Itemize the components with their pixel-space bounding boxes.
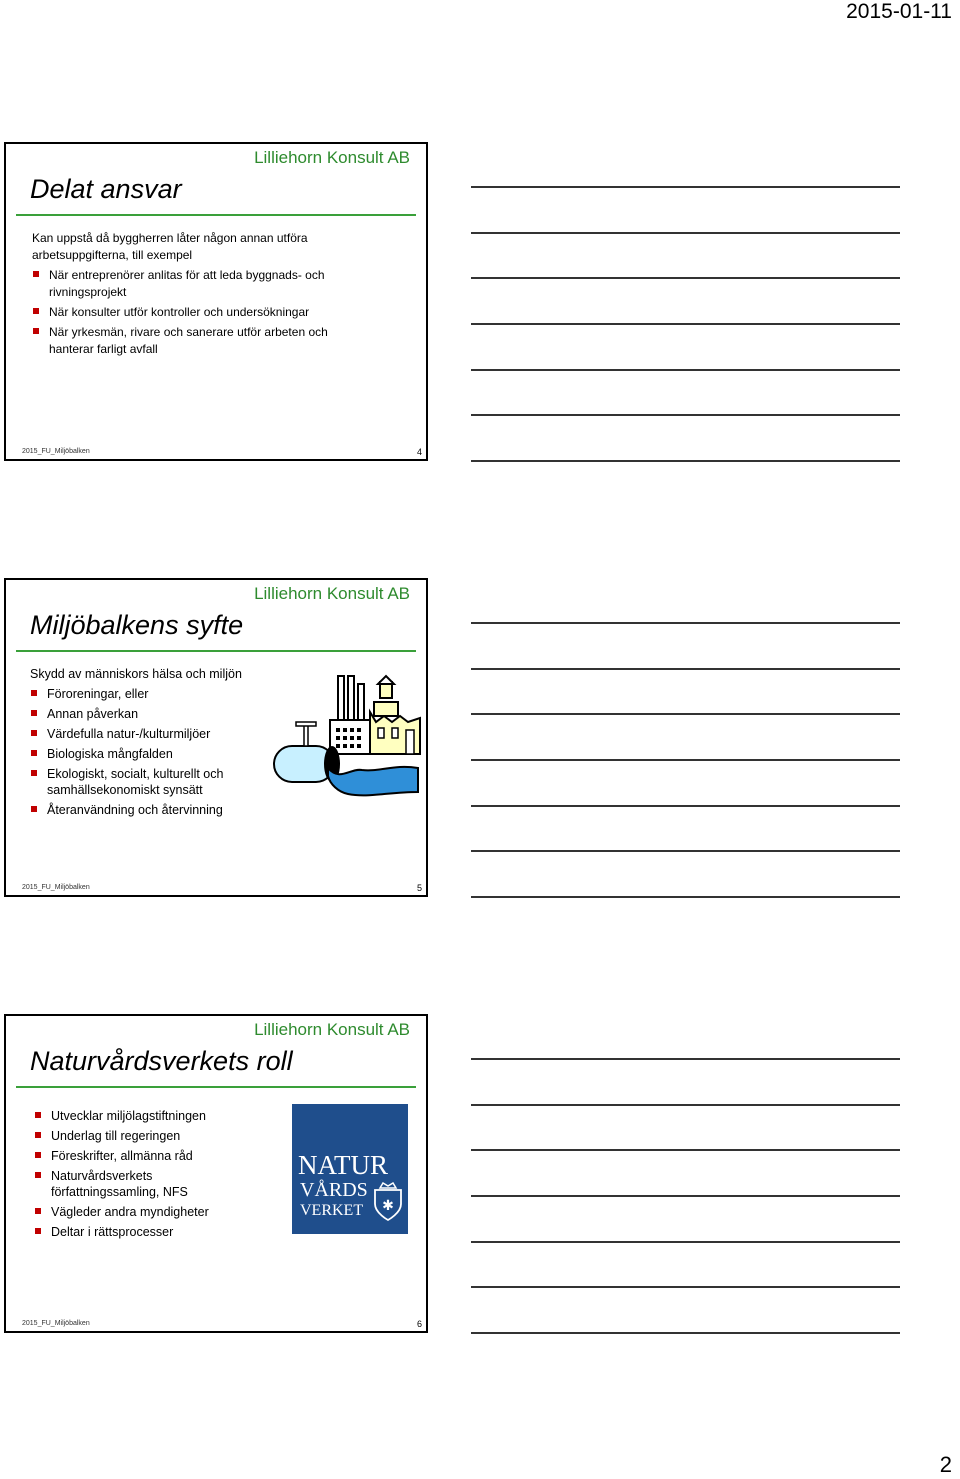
note-line (471, 369, 900, 371)
page-date: 2015-01-11 (846, 0, 952, 23)
slide-body (34, 1108, 234, 1244)
logo-line-2: VÅRDS (300, 1179, 368, 1201)
bullet-item: Vägleder andra myndigheter (34, 1204, 234, 1220)
slide-footer: 2015_FU_Miljöbalken (22, 884, 90, 891)
note-line (471, 896, 900, 898)
note-line (471, 622, 900, 624)
crown-shield-icon (372, 1182, 404, 1222)
bullet-item: Underlag till regeringen (34, 1128, 234, 1144)
note-line (471, 323, 900, 325)
bullet-list (32, 267, 372, 358)
note-line (471, 759, 900, 761)
note-line (471, 1241, 900, 1243)
slide-footer: 2015_FU_Miljöbalken (22, 1320, 90, 1327)
note-line (471, 668, 900, 670)
note-line (471, 186, 900, 188)
svg-text:✱: ✱ (382, 1198, 394, 1214)
note-line (471, 1149, 900, 1151)
note-line (471, 805, 900, 807)
bullet-item: Utvecklar miljölagstiftningen (34, 1108, 234, 1124)
bullet-item: Återanvändning och återvinning (30, 802, 262, 818)
logo-line-3: VERKET (300, 1202, 364, 1219)
bullet-item: Deltar i rättsprocesser (34, 1224, 234, 1240)
company-name: Lilliehorn Konsult AB (254, 584, 410, 603)
bullet-item: Biologiska mångfalden (30, 746, 262, 762)
naturvardsverket-logo (292, 1104, 408, 1234)
bullet-item: Naturvårdsverkets författningssamling, NFS (34, 1168, 234, 1200)
bullet-item: När konsulter utför kontroller och undersökningar (32, 304, 372, 321)
bullet-item: Annan påverkan (30, 706, 262, 722)
note-line (471, 1195, 900, 1197)
bullet-item: När entreprenörer anlitas för att leda byggnads- och rivningsprojekt (32, 267, 372, 301)
slide-footer: 2015_FU_Miljöbalken (22, 448, 90, 455)
bullet-item: Värdefulla natur-/kulturmiljöer (30, 726, 262, 742)
note-line (471, 460, 900, 462)
note-line (471, 1104, 900, 1106)
slide-body (32, 230, 372, 362)
slide-title: Delat ansvar (30, 174, 182, 204)
company-name: Lilliehorn Konsult AB (254, 148, 410, 167)
note-line (471, 1286, 900, 1288)
bullet-item: När yrkesmän, rivare och sanerare utför arbeten och hanterar farligt avfall (32, 324, 372, 358)
logo-line-1: NATUR (298, 1150, 389, 1180)
slide-5 (4, 578, 428, 897)
bullet-list (34, 1108, 234, 1240)
bullet-item: Föreskrifter, allmänna råd (34, 1148, 234, 1164)
slide-title: Naturvårdsverkets roll (30, 1046, 293, 1076)
note-line (471, 232, 900, 234)
note-line (471, 414, 900, 416)
slide-number: 5 (416, 883, 422, 893)
slide-6 (4, 1014, 428, 1333)
page-number: 2 (939, 1452, 952, 1477)
bullet-item: Ekologiskt, socialt, kulturellt och samhällsekonomiskt synsätt (30, 766, 262, 798)
factory-pollution-image (268, 672, 424, 798)
note-line (471, 1332, 900, 1334)
note-line (471, 1058, 900, 1060)
bullet-list (30, 686, 262, 818)
note-line (471, 850, 900, 852)
note-line (471, 713, 900, 715)
note-line (471, 277, 900, 279)
company-name: Lilliehorn Konsult AB (254, 1020, 410, 1039)
slide-title: Miljöbalkens syfte (30, 610, 244, 640)
slide-number: 4 (416, 447, 422, 457)
title-rule (16, 1086, 416, 1088)
intro-text: Skydd av människors hälsa och miljön (30, 667, 242, 681)
bullet-item: Föroreningar, eller (30, 686, 262, 702)
slide-4 (4, 142, 428, 461)
slide-number: 6 (416, 1319, 422, 1329)
slide-body (30, 666, 262, 822)
title-rule (16, 214, 416, 216)
title-rule (16, 650, 416, 652)
intro-text: Kan uppstå då byggherren låter någon annan utföra arbetsuppgifterna, till exempel (32, 231, 308, 262)
